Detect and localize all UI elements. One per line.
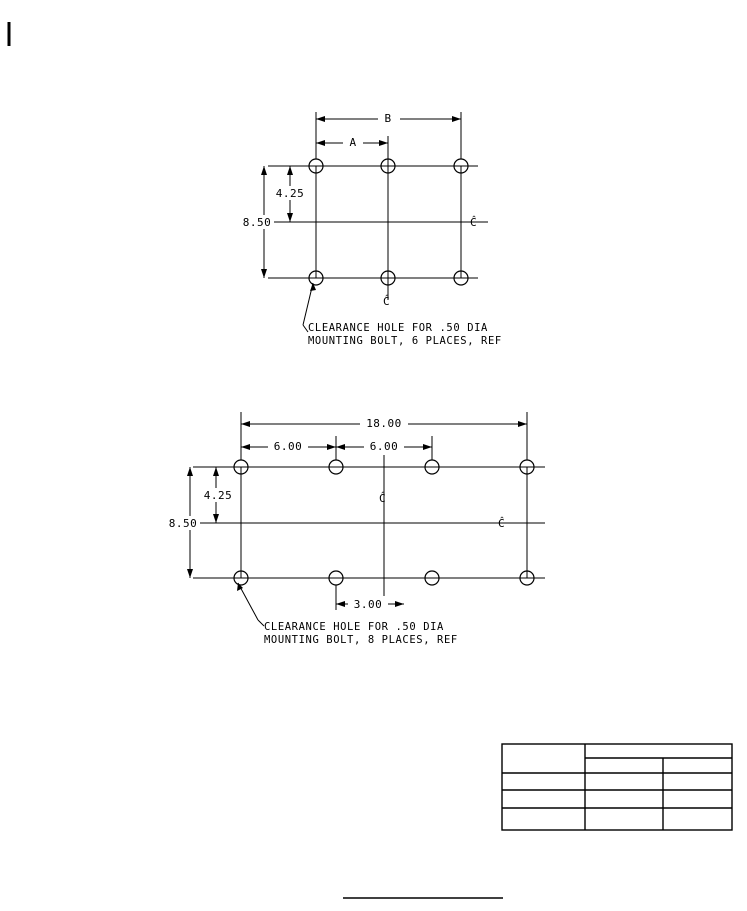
dimension-8-50-bottom-label: 8.50: [168, 517, 198, 530]
revision-table: [502, 744, 732, 830]
dimension-4-25-label: 4.25: [275, 187, 305, 200]
dimension-b-label: B: [384, 112, 392, 125]
horizontal-centerline-symbol-bottom: Ĉ: [498, 517, 505, 530]
note-leader-bottom: [237, 583, 264, 626]
six-bolt-pattern-view: [240, 111, 502, 347]
dimension-4-25: [275, 166, 305, 222]
dimension-6-00-first: [241, 439, 336, 454]
dimension-6-00-second: [336, 439, 432, 454]
dimension-8-50-bottom: [166, 467, 200, 578]
clearance-hole-note-bottom-line1: CLEARANCE HOLE FOR .50 DIA: [264, 621, 444, 633]
dimension-3-00-label: 3.00: [353, 598, 383, 611]
dimension-8-50: [240, 166, 274, 278]
dimension-b: [316, 111, 461, 127]
clearance-hole-note-line1: CLEARANCE HOLE FOR .50 DIA: [308, 322, 488, 334]
vertical-centerline-symbol: Ĉ: [383, 295, 390, 308]
dimension-18-00-label: 18.00: [366, 417, 402, 430]
dimension-a-label: A: [349, 136, 357, 149]
dimension-4-25-bottom-label: 4.25: [203, 489, 233, 502]
dimension-4-25-bottom: [202, 467, 234, 523]
eight-bolt-pattern-view: [166, 412, 545, 646]
horizontal-centerline-symbol: Ĉ: [470, 216, 477, 229]
dimension-a: [316, 135, 388, 151]
dimension-18-00: [241, 416, 527, 431]
clearance-hole-note-line2: MOUNTING BOLT, 6 PLACES, REF: [308, 335, 502, 347]
dimension-6-00-second-label: 6.00: [369, 440, 399, 453]
dimension-8-50-label: 8.50: [242, 216, 272, 229]
dimension-3-00: [336, 585, 404, 611]
dimension-6-00-first-label: 6.00: [273, 440, 303, 453]
vertical-centerline-symbol-bottom: Ĉ: [379, 492, 386, 505]
clearance-hole-note-bottom-line2: MOUNTING BOLT, 8 PLACES, REF: [264, 634, 458, 646]
